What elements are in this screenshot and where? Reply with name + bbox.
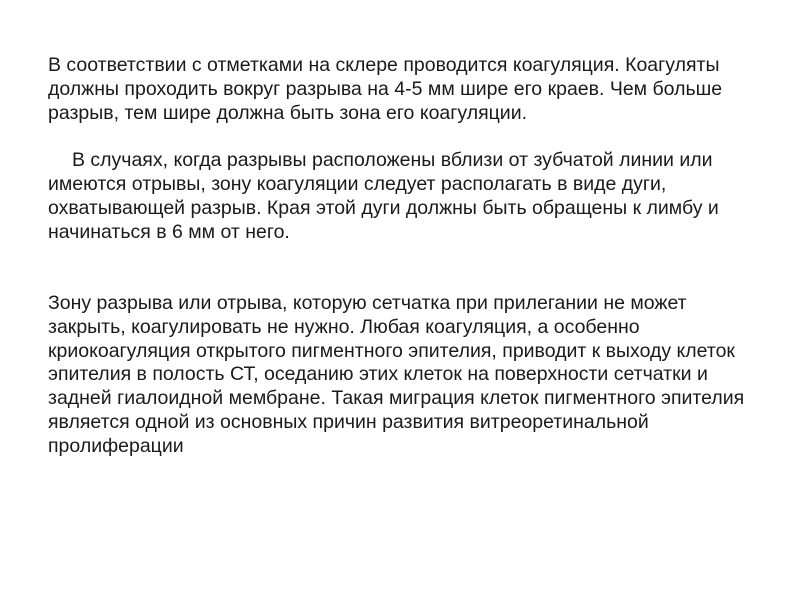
paragraph-pigment-epithelium-migration: Зону разрыва или отрыва, которую сетчатка при прилегании не может закрыть, коагулировать не нужно. Любая коагуляция, а особенно криокоагуляция открытого пигментного эпителия, приводит к выходу клеток эпителия в полость СТ, оседанию этих клеток на поверхности сетчатки и задней гиалоидной мембране. Такая миграция клеток пигментного эпителия является одной из основных причин развития витреоретинальной пролиферации — [48, 291, 745, 457]
paragraph-coagulation-marks: В соответствии с отметками на склере проводится коагуляция. Коагуляты должны проходить вокруг разрыва на 4-5 мм шире его краев. Чем больше разрыв, тем шире должна быть зона его коагуляции. — [48, 54, 723, 124]
paragraph-dentate-line-arc: В случаях, когда разрывы расположены вблизи от зубчатой линии или имеются отрывы, зону коагуляции следует располагать в виде дуги, охватывающей разрыв. Края этой дуги должны быть обращены к лимбу и начинаться в 6 мм от него. — [48, 149, 719, 243]
slide-text-body — [48, 54, 768, 459]
